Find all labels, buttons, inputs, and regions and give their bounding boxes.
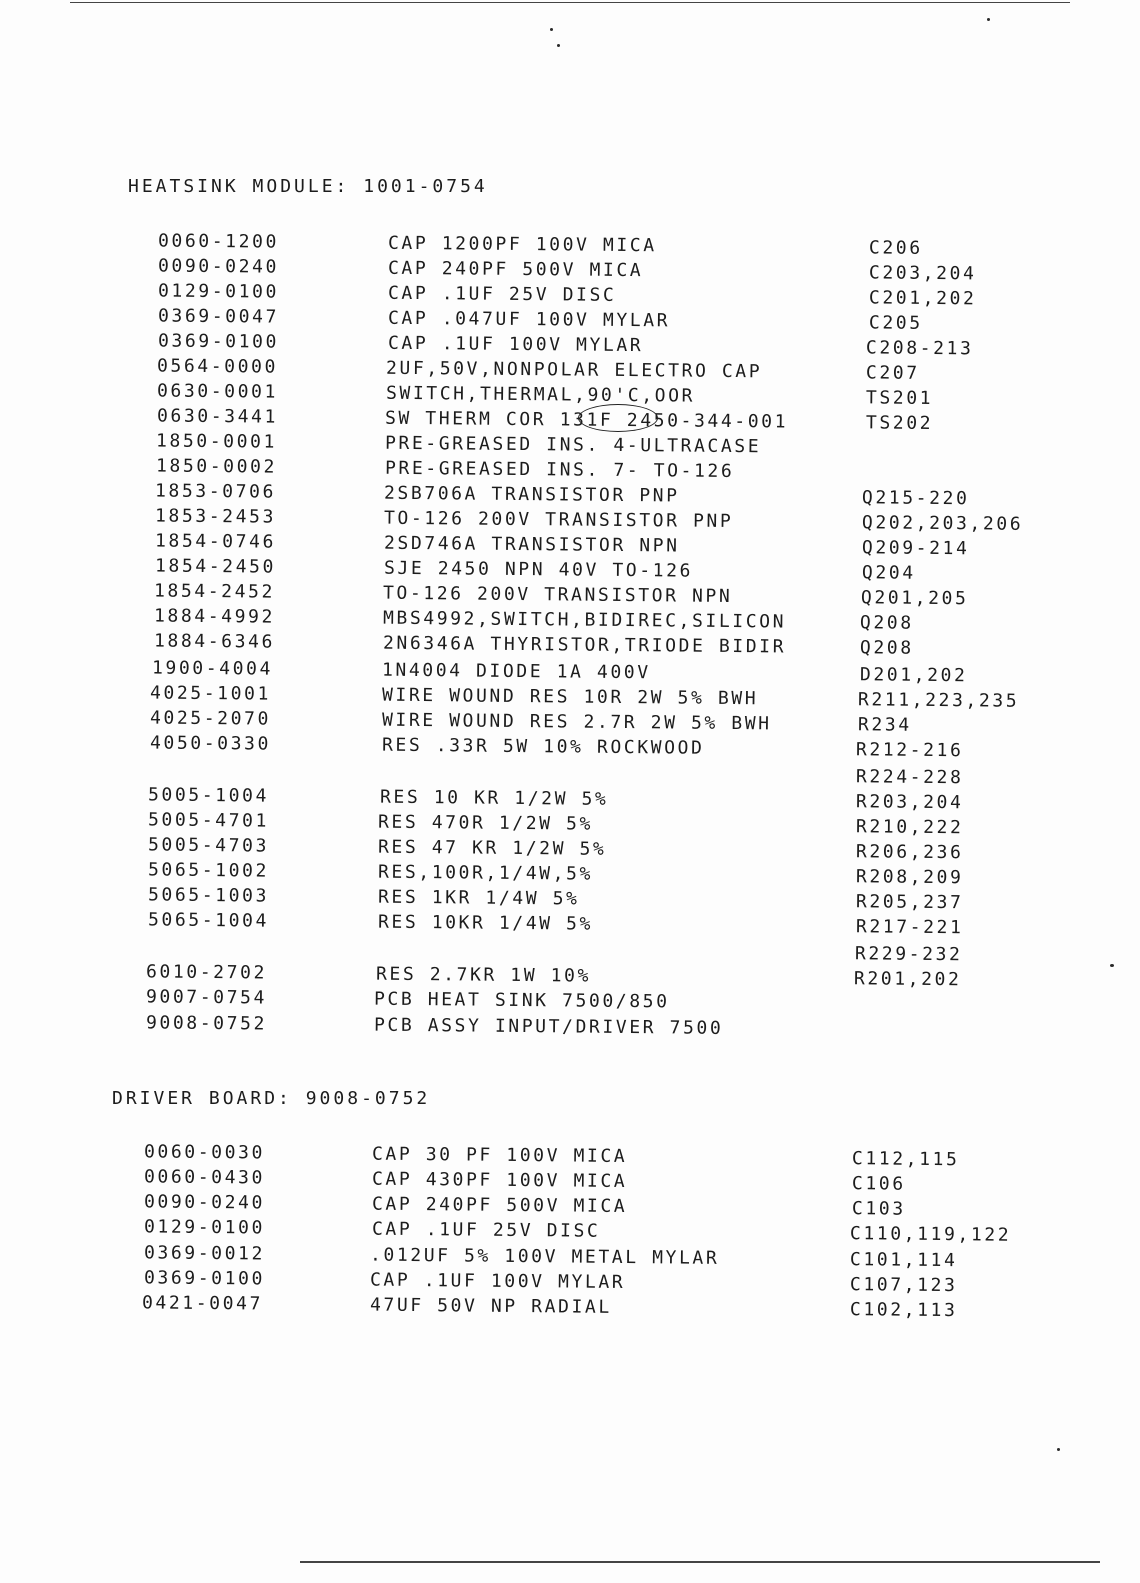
part-number: 4025-2070 xyxy=(149,707,272,730)
part-description: PRE-GREASED INS. 4-ULTRACASE xyxy=(384,432,762,458)
part-number: 1854-2450 xyxy=(154,555,277,578)
reference-designator: Q202,203,206 xyxy=(861,512,1024,535)
reference-designator: C106 xyxy=(851,1173,906,1195)
part-description: WIRE WOUND RES 2.7R 2W 5% BWH xyxy=(381,709,772,735)
part-number: 1900-4004 xyxy=(151,657,274,680)
part-number: 1854-2452 xyxy=(153,580,276,603)
reference-designator: C112,115 xyxy=(851,1148,960,1171)
part-description: TO-126 200V TRANSISTOR NPN xyxy=(382,582,733,608)
reference-designator: R203,204 xyxy=(855,791,964,814)
part-description: CAP .1UF 25V DISC xyxy=(371,1218,601,1242)
reference-designator: R224-228 xyxy=(855,766,964,789)
part-description: 2N6346A THYRISTOR,TRIODE BIDIR xyxy=(382,632,787,658)
part-number: 5065-1003 xyxy=(147,884,270,907)
reference-designator: TS201 xyxy=(865,387,934,409)
part-number: 0421-0047 xyxy=(141,1292,264,1315)
reference-designator: Q201,205 xyxy=(860,587,969,610)
part-description: 2UF,50V,NONPOLAR ELECTRO CAP xyxy=(385,357,763,383)
part-number: 0564-0000 xyxy=(156,355,279,378)
reference-designator: Q208 xyxy=(859,637,914,659)
part-number: 0369-0012 xyxy=(143,1242,266,1265)
part-description: MBS4992,SWITCH,BIDIREC,SILICON xyxy=(382,607,787,633)
reference-designator: R211,223,235 xyxy=(857,689,1020,712)
part-description: 2SD746A TRANSISTOR NPN xyxy=(383,532,680,557)
reference-designator: C203,204 xyxy=(868,262,977,285)
handwritten-circle-mark xyxy=(578,404,658,432)
part-description: 1N4004 DIODE 1A 400V xyxy=(381,659,651,684)
part-description: RES 470R 1/2W 5% xyxy=(377,811,594,835)
part-description: .012UF 5% 100V METAL MYLAR xyxy=(369,1244,720,1269)
part-description: RES .33R 5W 10% ROCKWOOD xyxy=(381,734,705,759)
part-description: 47UF 50V NP RADIAL xyxy=(369,1294,612,1318)
part-number: 9008-0752 xyxy=(145,1012,268,1035)
part-description: SJE 2450 NPN 40V TO-126 xyxy=(383,557,694,582)
part-number: 0060-0430 xyxy=(143,1166,266,1189)
part-number: 0369-0047 xyxy=(157,305,280,328)
reference-designator: Q204 xyxy=(861,562,916,584)
part-description: RES 2.7KR 1W 10% xyxy=(375,963,592,987)
part-number: 1850-0001 xyxy=(155,430,278,453)
reference-designator: R217-221 xyxy=(855,916,964,939)
part-number: 6010-2702 xyxy=(145,961,268,984)
part-description: RES 10KR 1/4W 5% xyxy=(377,911,594,935)
reference-designator: C102,113 xyxy=(849,1299,958,1322)
reference-designator: C101,114 xyxy=(849,1249,958,1272)
reference-designator: TS202 xyxy=(865,412,934,434)
reference-designator: C206 xyxy=(868,237,923,259)
reference-designator: Q208 xyxy=(859,612,914,634)
section-title-driver-board: DRIVER BOARD: 9008-0752 xyxy=(112,1088,431,1109)
reference-designator: R210,222 xyxy=(855,816,964,839)
reference-designator: C208-213 xyxy=(865,337,974,360)
part-description: RES 10 KR 1/2W 5% xyxy=(379,786,609,810)
part-number: 5005-4703 xyxy=(147,834,270,857)
reference-designator: C205 xyxy=(868,312,923,334)
speck xyxy=(1057,1448,1060,1451)
part-description: CAP .1UF 100V MYLAR xyxy=(369,1269,626,1294)
reference-designator: R234 xyxy=(857,714,912,736)
reference-designator: D201,202 xyxy=(859,664,968,687)
part-description: PCB ASSY INPUT/DRIVER 7500 xyxy=(373,1014,724,1039)
reference-designator: R206,236 xyxy=(855,841,964,864)
part-number: 1884-4992 xyxy=(153,605,276,628)
part-number: 1853-0706 xyxy=(154,480,277,503)
part-number: 0369-0100 xyxy=(143,1267,266,1290)
reference-designator: C110,119,122 xyxy=(849,1223,1012,1246)
part-description: CAP 430PF 100V MICA xyxy=(371,1168,628,1193)
part-number: 0090-0240 xyxy=(157,255,280,278)
part-number: 0060-1200 xyxy=(157,230,280,253)
part-description: TO-126 200V TRANSISTOR PNP xyxy=(383,507,734,533)
part-number: 5065-1002 xyxy=(147,859,270,882)
part-description: RES 47 KR 1/2W 5% xyxy=(377,836,607,860)
part-description: WIRE WOUND RES 10R 2W 5% BWH xyxy=(381,684,759,710)
part-description: PCB HEAT SINK 7500/850 xyxy=(373,988,670,1013)
part-number: 0129-0100 xyxy=(157,280,280,303)
reference-designator: Q215-220 xyxy=(861,487,970,510)
part-number: 1884-6346 xyxy=(153,630,276,653)
reference-designator: R201,202 xyxy=(853,968,962,991)
reference-designator: C201,202 xyxy=(868,287,977,310)
part-description: CAP 1200PF 100V MICA xyxy=(387,232,657,257)
reference-designator: R229-232 xyxy=(854,943,963,966)
part-number: 1853-2453 xyxy=(154,505,277,528)
part-number: 1850-0002 xyxy=(155,455,278,478)
reference-designator: C207 xyxy=(865,362,920,384)
speck xyxy=(987,18,990,21)
part-number: 0129-0100 xyxy=(143,1216,266,1239)
part-number: 1854-0746 xyxy=(154,530,277,553)
part-number: 0630-3441 xyxy=(156,405,279,428)
part-number: 4025-1001 xyxy=(149,682,272,705)
reference-designator: Q209-214 xyxy=(861,537,970,560)
part-description: 2SB706A TRANSISTOR PNP xyxy=(383,482,680,507)
part-description: CAP .1UF 100V MYLAR xyxy=(387,332,644,357)
part-description: CAP 240PF 500V MICA xyxy=(387,257,644,282)
part-number: 0630-0001 xyxy=(156,380,279,403)
part-description: PRE-GREASED INS. 7- TO-126 xyxy=(384,457,735,483)
part-number: 5005-4701 xyxy=(147,809,270,832)
bottom-edge-line xyxy=(300,1561,1100,1563)
part-description: CAP 30 PF 100V MICA xyxy=(371,1143,628,1168)
part-description: SWITCH,THERMAL,90'C,OOR xyxy=(385,382,696,407)
part-number: 9007-0754 xyxy=(145,986,268,1009)
reference-designator: R208,209 xyxy=(855,866,964,889)
top-edge-line xyxy=(70,2,1070,3)
part-number: 5065-1004 xyxy=(147,909,270,932)
part-number: 5005-1004 xyxy=(147,784,270,807)
reference-designator: C103 xyxy=(851,1198,906,1220)
part-description: CAP 240PF 500V MICA xyxy=(371,1193,628,1218)
reference-designator: R205,237 xyxy=(855,891,964,914)
reference-designator: R212-216 xyxy=(855,739,964,762)
part-description: RES 1KR 1/4W 5% xyxy=(377,886,580,910)
part-number: 0060-0030 xyxy=(143,1141,266,1164)
section-title-heatsink: HEATSINK MODULE: 1001-0754 xyxy=(128,176,488,197)
part-number: 0090-0240 xyxy=(143,1191,266,1214)
part-number: 4050-0330 xyxy=(149,732,272,755)
part-description: SW THERM COR 131F 2450-344-001 xyxy=(384,407,789,433)
speck xyxy=(557,44,560,47)
reference-designator: C107,123 xyxy=(849,1274,958,1297)
speck xyxy=(550,28,553,31)
part-number: 0369-0100 xyxy=(157,330,280,353)
part-description: CAP .1UF 25V DISC xyxy=(387,282,617,306)
part-description: CAP .047UF 100V MYLAR xyxy=(387,307,671,332)
part-description: RES,100R,1/4W,5% xyxy=(377,861,594,885)
